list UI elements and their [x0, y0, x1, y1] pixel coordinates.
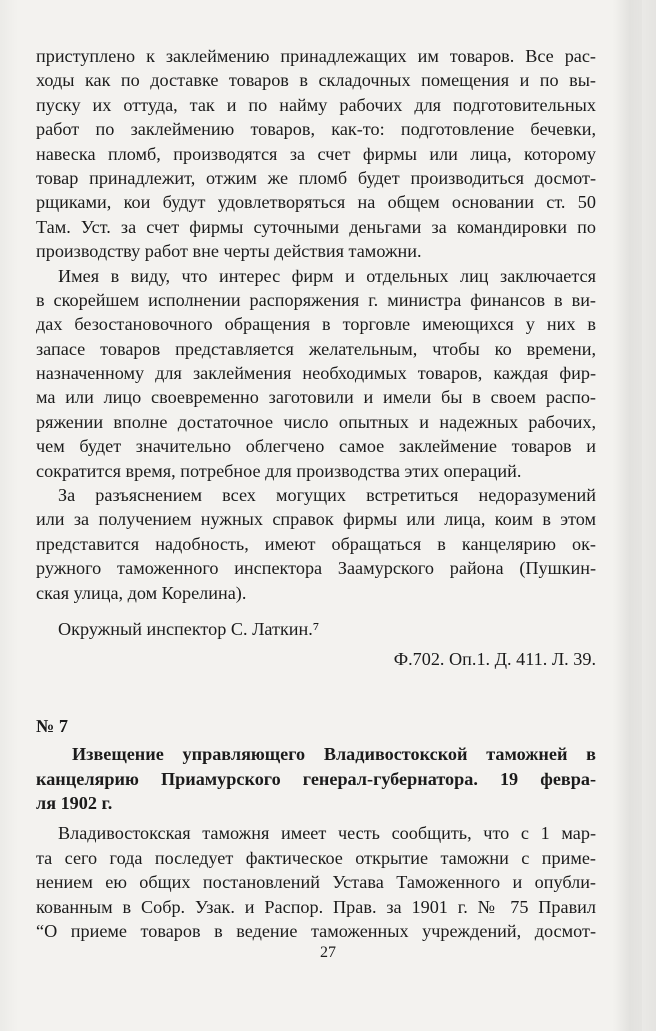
text-line: представится надобность, имеют обращаться в канцелярию ок-	[36, 533, 596, 554]
document-heading	[36, 742, 596, 815]
document-text	[36, 44, 596, 943]
text-line: товар принадлежит, отжим же пломб будет производиться досмот-	[36, 167, 596, 188]
paragraph-4	[36, 821, 596, 943]
spacer	[36, 672, 596, 714]
paragraph-1	[36, 44, 596, 264]
text-line: ружного таможенного инспектора Заамурского района (Пушкин-	[36, 558, 596, 579]
text-line: За разъяснением всех могущих встретиться недоразумений	[58, 485, 596, 506]
text-line: Там. Уст. за счет фирмы суточными деньгами за командировки по	[36, 216, 596, 237]
archive-reference: Ф.702. Оп.1. Д. 411. Л. 39.	[393, 649, 596, 670]
page-number: 27	[320, 944, 336, 961]
text-line: Владивостокская таможня имеет честь сообщить, что с 1 мар-	[58, 823, 596, 844]
text-line: производству работ вне черты действия таможни.	[36, 241, 422, 262]
text-line: ходы как по доставке товаров в складочных помещения и по вы-	[36, 70, 596, 91]
text-line: запасе товаров представляется желательным, чтобы ко времени,	[36, 338, 596, 359]
text-line: сократится время, потребное для производства этих операций.	[36, 460, 522, 481]
heading-line: Извещение управляющего Владивостокской таможней в	[72, 744, 596, 765]
spacer	[36, 605, 596, 617]
text-line: ская улица, дом Корелина).	[36, 582, 247, 603]
text-line: рщиками, кои будут удовлетворяться на общем основании ст. 50	[36, 192, 596, 213]
document-number: № 7	[36, 715, 68, 736]
text-line: навеска пломб, производятся за счет фирмы или лица, которому	[36, 143, 596, 164]
text-line: нением ею общих постановлений Устава Таможенного и опубли-	[36, 872, 596, 893]
text-line: ряжении вполне достаточное число опытных и надежных рабочих,	[36, 411, 596, 432]
text-line: пуску их оттуда, так и по найму рабочих для подготовительных	[36, 94, 596, 115]
signature: Окружный инспектор С. Латкин.⁷	[58, 618, 320, 639]
paragraph-3	[36, 483, 596, 605]
text-line: ма или лицо своевременно заготовили и имели бы в своем распо-	[36, 387, 596, 408]
heading-line: ля 1902 г.	[36, 792, 113, 813]
text-line: работ по заклеймению товаров, как-то: подготовление бечевки,	[36, 119, 596, 140]
text-line: приступлено к заклеймению принадлежащих им товаров. Все рас-	[36, 46, 596, 66]
text-line: та сего года последует фактическое открытие таможни с приме-	[36, 847, 596, 868]
text-line: в скорейшем исполнении распоряжения г. министра финансов в ви-	[36, 289, 596, 310]
text-line: или за получением нужных справок фирмы или лица, коим в этом	[36, 509, 596, 530]
paragraph-2	[36, 264, 596, 484]
text-line: назначенному для заклеймения необходимых товаров, каждая фир-	[36, 363, 596, 384]
page-edge-shadow	[612, 0, 642, 1031]
text-line: чем будет значительно облегчено самое заклеймение товаров и	[36, 436, 596, 457]
text-line: Имея в виду, что интерес фирм и отдельных лиц заключается	[58, 265, 596, 286]
text-line: “О приеме товаров в ведение таможенных учреждений, досмот-	[36, 920, 596, 941]
text-line: кованным в Собр. Узак. и Распор. Прав. за 1901 г. № 75 Правил	[36, 896, 596, 917]
heading-line: канцелярию Приамурского генерал-губернатора. 19 февра-	[36, 768, 596, 789]
text-line: дах безостановочного обращения в торговле имеющихся у них в	[36, 314, 596, 335]
